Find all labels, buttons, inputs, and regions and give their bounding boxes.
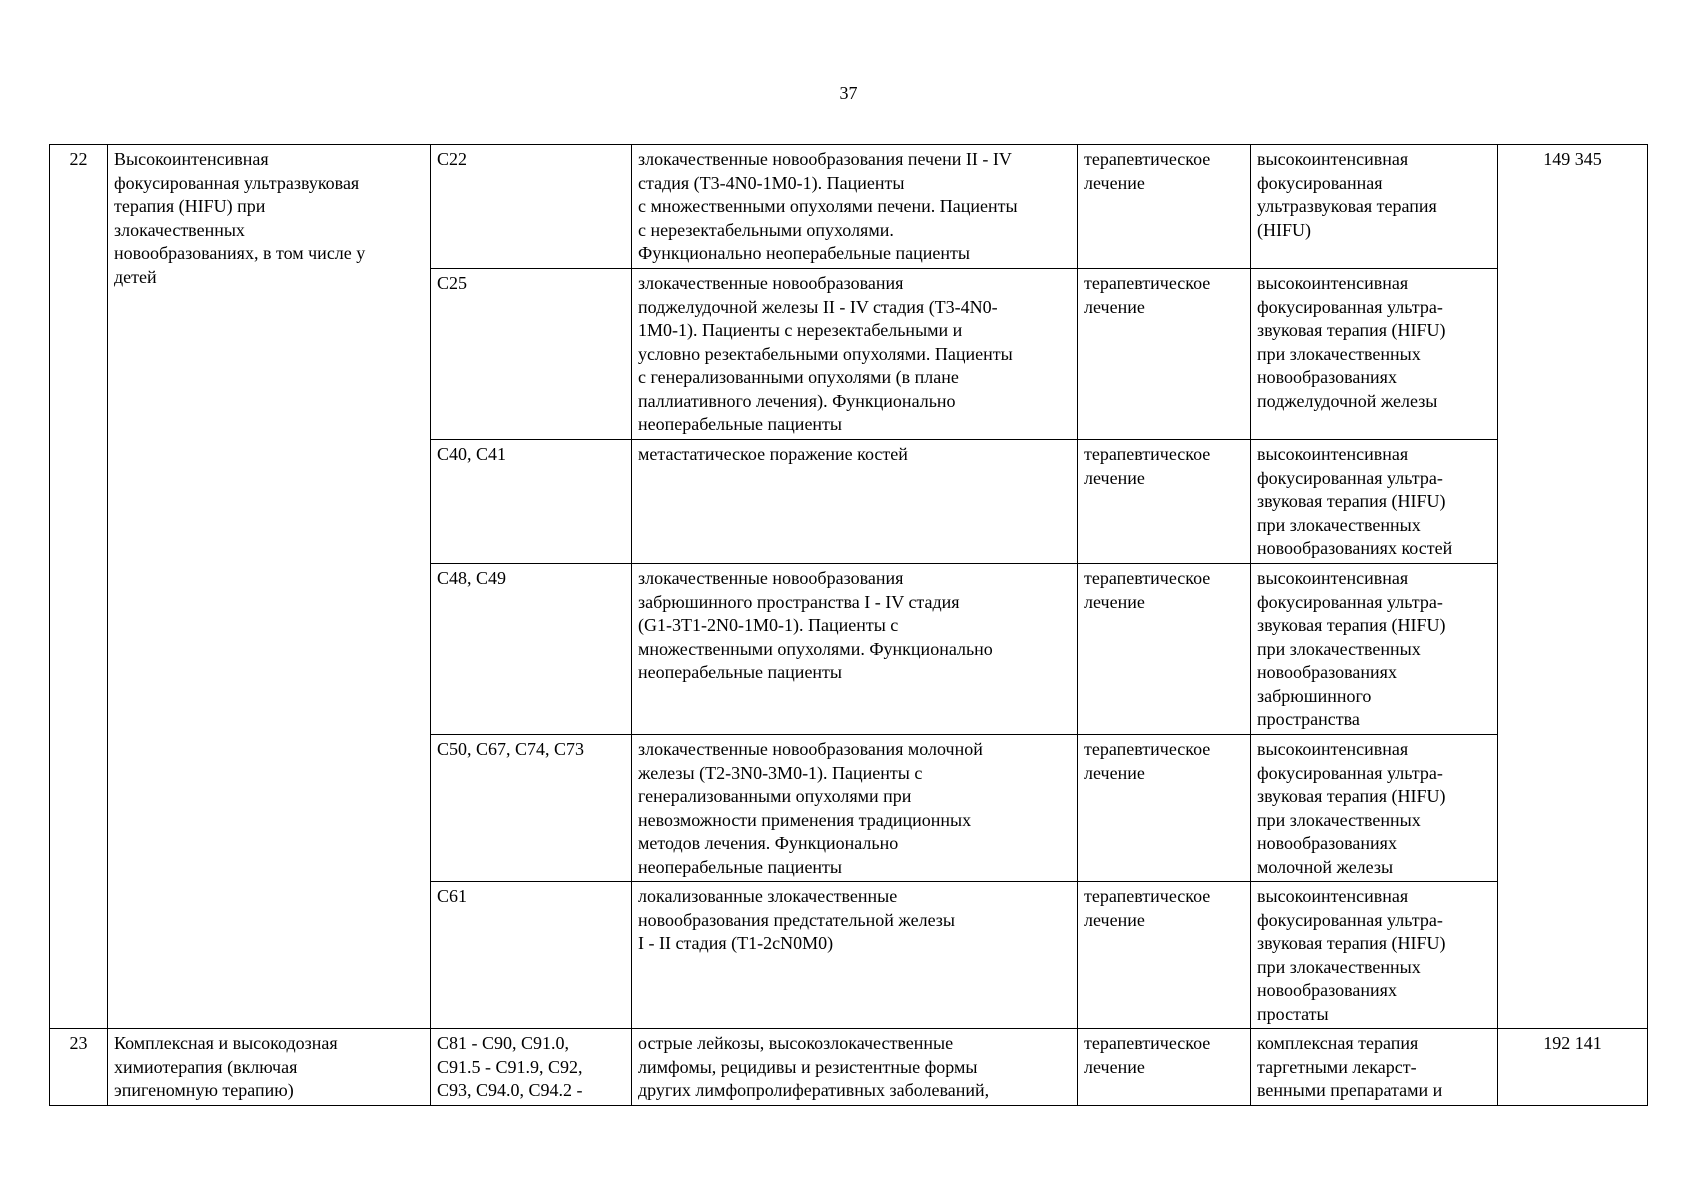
care-type-name: Комплексная и высокодозная химиотерапия (включая эпигеномную терапию): [108, 1029, 431, 1106]
treatment-method: высокоинтенсивная фокусированная ультра- звуковая терапия (HIFU) при злокачественных новообразованиях простаты: [1251, 882, 1498, 1029]
treatment-method: высокоинтенсивная фокусированная ультра- звуковая терапия (HIFU) при злокачественных новообразованиях забрюшинного пространства: [1251, 564, 1498, 735]
treatment-type: терапевтическое лечение: [1078, 145, 1251, 269]
table-row: [50, 1029, 1648, 1106]
treatment-method: высокоинтенсивная фокусированная ультра- звуковая терапия (HIFU) при злокачественных новообразованиях костей: [1251, 440, 1498, 564]
patient-model: локализованные злокачественные новообразования предстательной железы I - II стадия (T1-2cN0M0): [632, 882, 1078, 1029]
icd-codes: C40, C41: [431, 440, 632, 564]
icd-codes: C48, C49: [431, 564, 632, 735]
icd-codes: C50, C67, C74, C73: [431, 735, 632, 882]
patient-model: острые лейкозы, высокозлокачественные лимфомы, рецидивы и резистентные формы других лимфопролиферативных заболеваний,: [632, 1029, 1078, 1106]
treatment-type: терапевтическое лечение: [1078, 1029, 1251, 1106]
cost-amount: 149 345: [1498, 145, 1648, 1029]
treatment-method: высокоинтенсивная фокусированная ультразвуковая терапия (HIFU): [1251, 145, 1498, 269]
group-number: 23: [50, 1029, 108, 1106]
patient-model: злокачественные новообразования печени II - IV стадия (T3-4N0-1M0-1). Пациенты с множественными опухолями печени. Пациенты с нерезектабельными опухолями. Функционально неоперабельные пациенты: [632, 145, 1078, 269]
treatment-type: терапевтическое лечение: [1078, 440, 1251, 564]
icd-codes: C22: [431, 145, 632, 269]
patient-model: злокачественные новообразования поджелудочной железы II - IV стадия (T3-4N0- 1M0-1). Пациенты с нерезектабельными и условно резектабельными опухолями. Пациенты с генерализованными опухолями (в плане паллиативного лечения). Функционально неоперабельные пациенты: [632, 269, 1078, 440]
treatment-method: высокоинтенсивная фокусированная ультра- звуковая терапия (HIFU) при злокачественных новообразованиях молочной железы: [1251, 735, 1498, 882]
patient-model: метастатическое поражение костей: [632, 440, 1078, 564]
care-type-name: Высокоинтенсивная фокусированная ультразвуковая терапия (HIFU) при злокачественных новообразованиях, в том числе у детей: [108, 145, 431, 1029]
icd-codes: C81 - C90, C91.0, C91.5 - C91.9, C92, C93, C94.0, C94.2 -: [431, 1029, 632, 1106]
medical-care-table: [49, 144, 1648, 1106]
treatment-type: терапевтическое лечение: [1078, 735, 1251, 882]
treatment-type: терапевтическое лечение: [1078, 564, 1251, 735]
table-row: [50, 145, 1648, 269]
icd-codes: C61: [431, 882, 632, 1029]
icd-codes: C25: [431, 269, 632, 440]
patient-model: злокачественные новообразования молочной железы (T2-3N0-3M0-1). Пациенты с генерализованными опухолями при невозможности применения традиционных методов лечения. Функционально неоперабельные пациенты: [632, 735, 1078, 882]
group-number: 22: [50, 145, 108, 1029]
page-number: 37: [839, 83, 858, 103]
treatment-type: терапевтическое лечение: [1078, 269, 1251, 440]
treatment-type: терапевтическое лечение: [1078, 882, 1251, 1029]
treatment-method: комплексная терапия таргетными лекарст- венными препаратами и: [1251, 1029, 1498, 1106]
treatment-method: высокоинтенсивная фокусированная ультра- звуковая терапия (HIFU) при злокачественных новообразованиях поджелудочной железы: [1251, 269, 1498, 440]
patient-model: злокачественные новообразования забрюшинного пространства I - IV стадия (G1-3T1-2N0-1M0-1). Пациенты с множественными опухолями. Функционально неоперабельные пациенты: [632, 564, 1078, 735]
cost-amount: 192 141: [1498, 1029, 1648, 1106]
